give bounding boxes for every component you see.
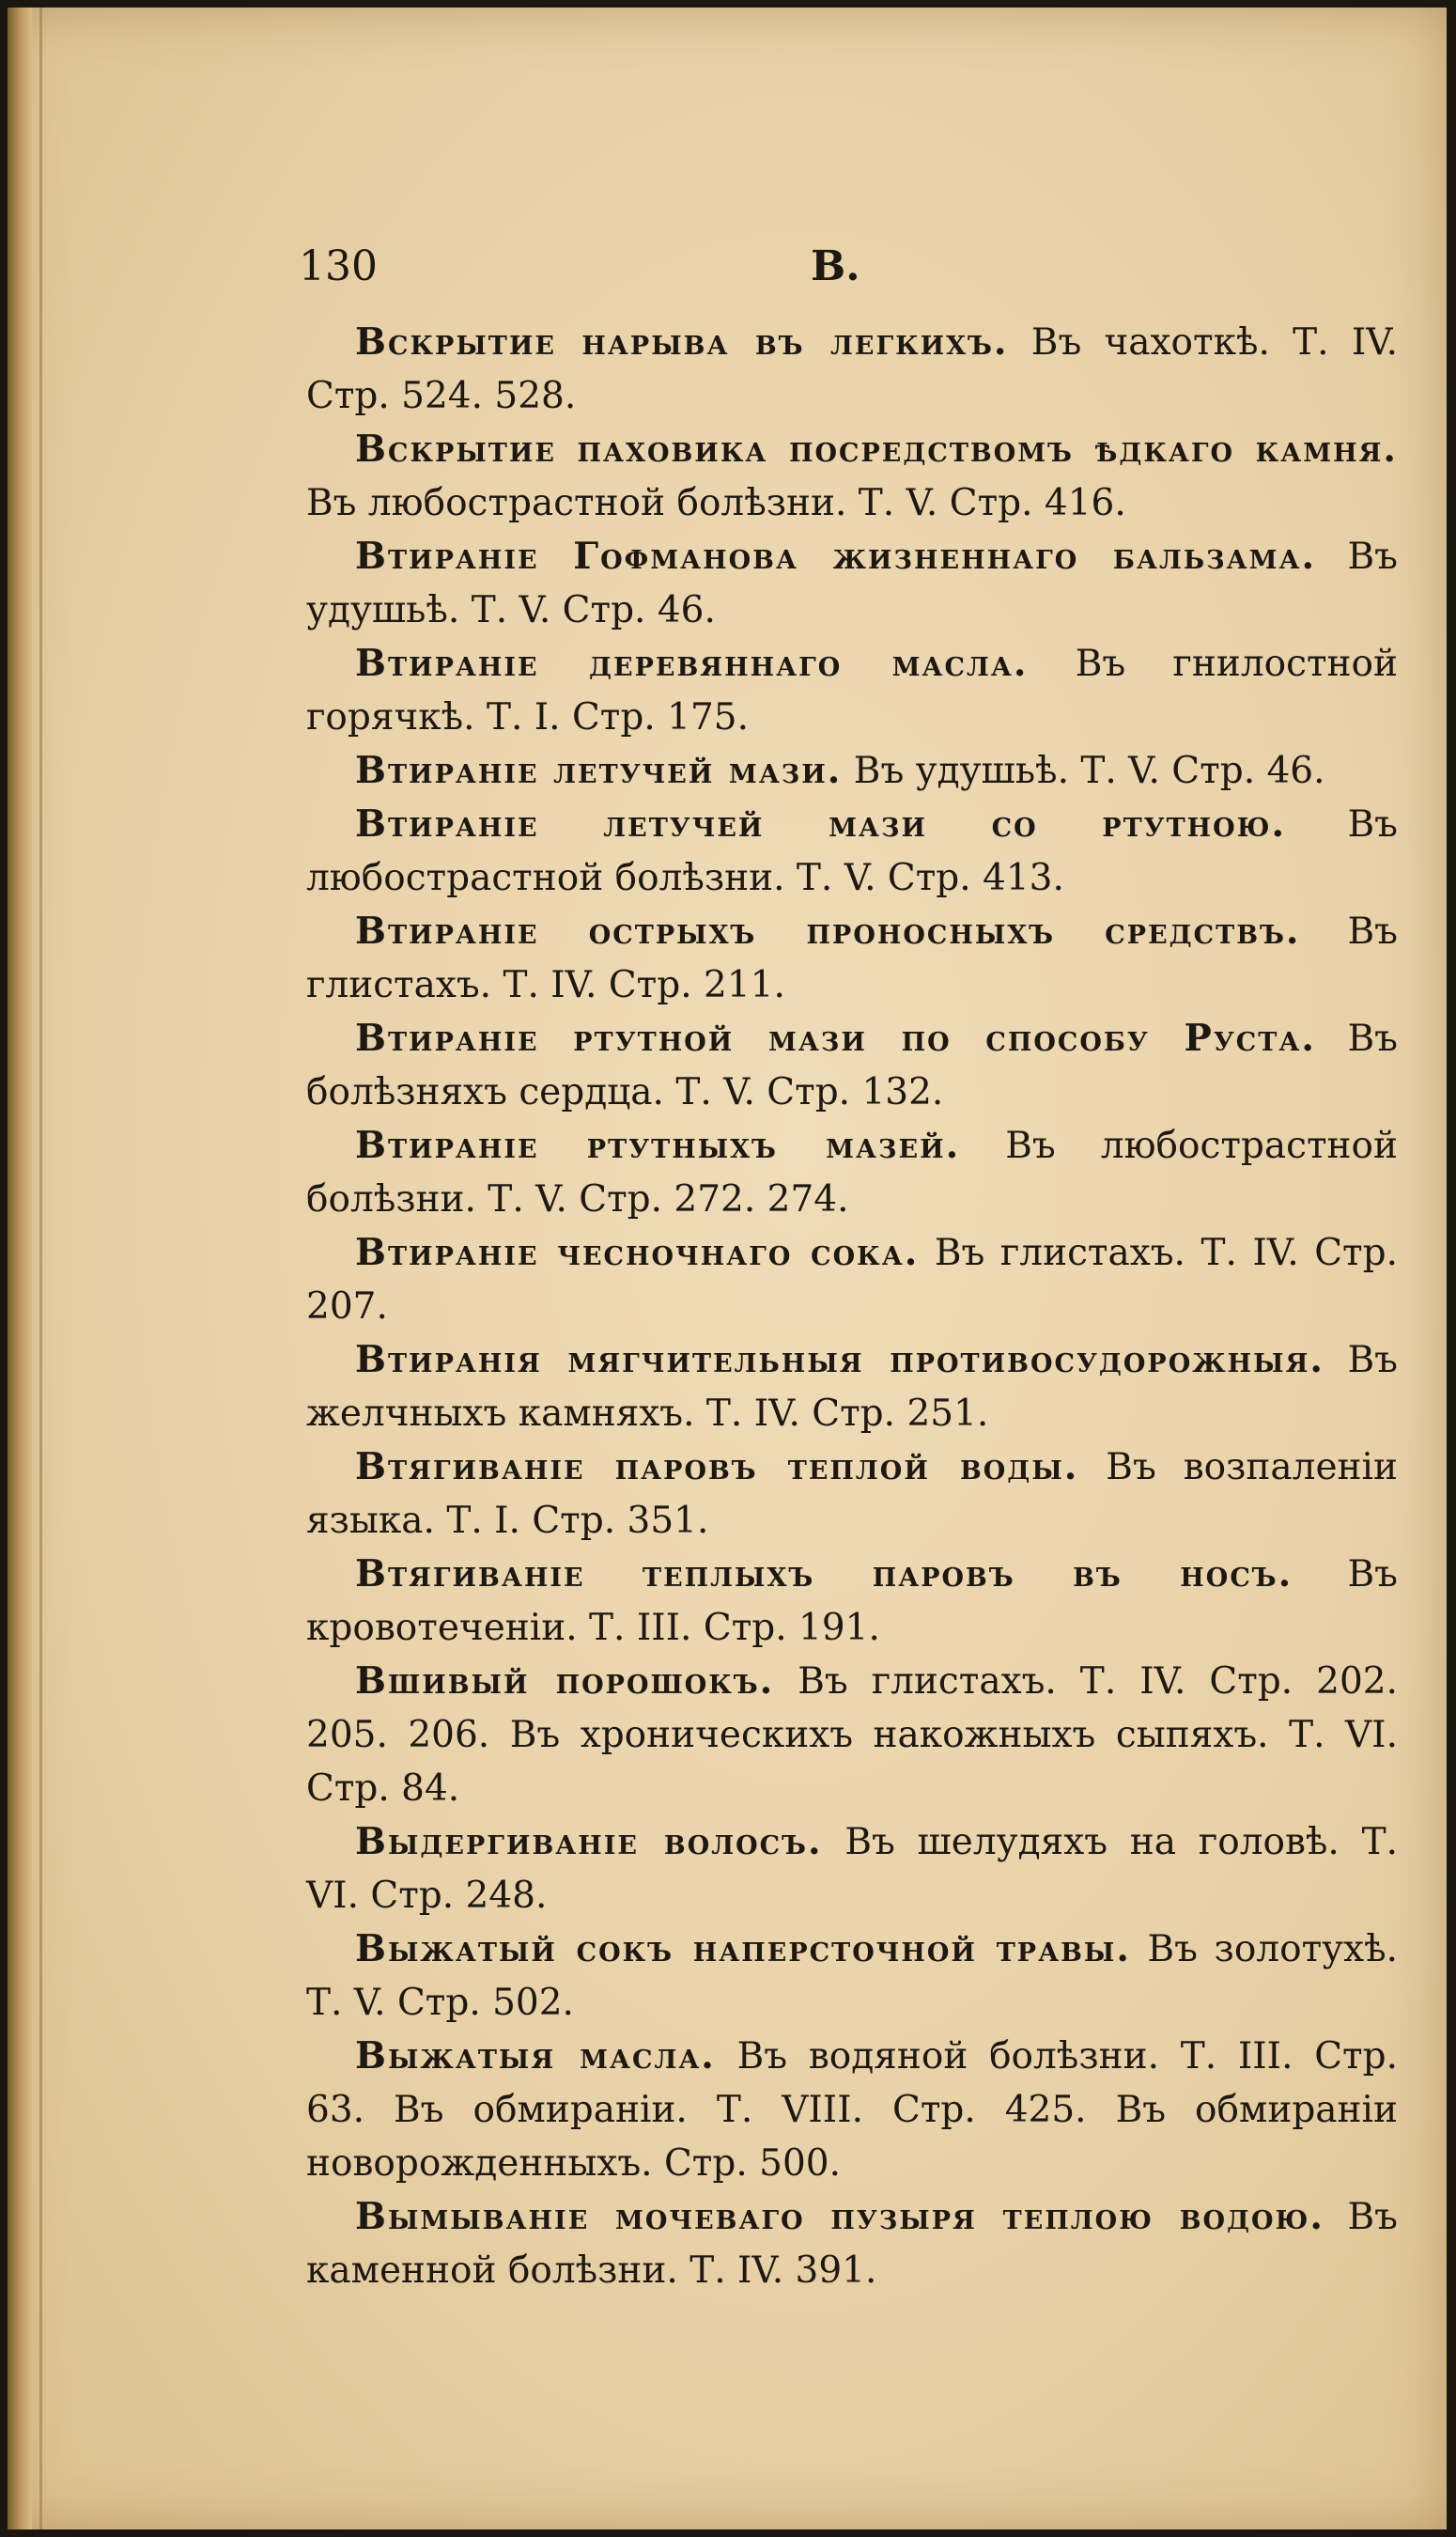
entry-headword: Втираніе ртутной мази по способу Руста. <box>355 1017 1316 1060</box>
book-spine-edge <box>8 8 32 2529</box>
entry-headword: Втираніе летучей мази со ртутною. <box>355 802 1287 846</box>
index-entry <box>306 1922 1398 2030</box>
entry-reference: Въ шелудяхъ на головѣ. Т. VI. Стр. 248. <box>306 1821 1398 1917</box>
index-entry <box>306 1226 1398 1333</box>
index-entry <box>306 316 1398 423</box>
entry-reference: Въ любострастной болѣзни. Т. V. Стр. 416. <box>306 482 1126 524</box>
entry-headword: Вскрытие нарыва въ легкихъ. <box>355 320 1009 364</box>
entry-reference: Въ болѣзняхъ сердца. Т. V. Стр. 132. <box>306 1018 1398 1113</box>
entry-headword: Втираніе деревяннаго масла. <box>355 642 1029 685</box>
entry-reference: Въ желчныхъ камняхъ. Т. IV. Стр. 251. <box>306 1339 1398 1435</box>
section-letter: В. <box>811 242 860 290</box>
entry-headword: Втиранія мягчительныя противосудорожныя. <box>355 1338 1325 1381</box>
index-entry <box>306 637 1398 744</box>
entry-headword: Втягиваніе теплыхъ паровъ въ носъ. <box>355 1552 1293 1595</box>
entry-reference: Въ гнилостной горячкѣ. Т. I. Стр. 175. <box>306 643 1398 739</box>
book-page <box>8 8 1447 2529</box>
index-entry <box>306 1655 1398 1815</box>
index-entry <box>306 1815 1398 1922</box>
entry-reference: Въ любострастной болѣзни. Т. V. Стр. 413. <box>306 803 1398 899</box>
entry-headword: Выжатый сокъ наперсточной травы. <box>355 1927 1131 1970</box>
entry-reference: Въ чахоткѣ. Т. IV. Стр. 524. 528. <box>306 321 1398 417</box>
entry-headword: Вскрытие паховика посредствомъ ѣдкаго камня. <box>355 428 1398 471</box>
index-entry <box>306 423 1398 530</box>
index-entry <box>306 2190 1398 2297</box>
entry-reference: Въ удушьѣ. Т. V. Стр. 46. <box>853 750 1325 792</box>
index-entry <box>306 798 1398 905</box>
index-entry <box>306 1440 1398 1548</box>
index-entry <box>306 1119 1398 1226</box>
entry-headword: Втираніе летучей мази. <box>355 749 843 792</box>
index-entry <box>306 905 1398 1012</box>
index-entry <box>306 2030 1398 2190</box>
index-entry <box>306 1333 1398 1440</box>
index-entry <box>306 530 1398 637</box>
index-entry <box>306 744 1398 798</box>
entry-headword: Выжатыя масла. <box>355 2034 716 2078</box>
entry-headword: Вшивый порошокъ. <box>355 1659 775 1703</box>
entry-reference: Въ глистахъ. Т. IV. Стр. 211. <box>306 911 1398 1006</box>
entry-headword: Втягиваніе паровъ теплой воды. <box>355 1445 1079 1488</box>
entry-reference: Въ возпаленіи языка. Т. I. Стр. 351. <box>306 1446 1398 1542</box>
entry-reference: Въ кровотеченіи. Т. III. Стр. 191. <box>306 1553 1398 1649</box>
index-entry <box>306 1012 1398 1119</box>
running-head <box>299 242 1379 308</box>
entry-reference: Въ золотухѣ. Т. V. Стр. 502. <box>306 1928 1398 2024</box>
entry-headword: Втираніе острыхъ проносныхъ средствъ. <box>355 910 1301 953</box>
entry-reference: Въ каменной болѣзни. Т. IV. 391. <box>306 2196 1398 2292</box>
entry-headword: Втираніе чесночнаго сока. <box>355 1231 920 1274</box>
index-entries <box>306 316 1398 2297</box>
page-number: 130 <box>299 242 378 290</box>
entry-headword: Втираніе ртутныхъ мазей. <box>355 1124 961 1167</box>
index-entry <box>306 1548 1398 1655</box>
page-gutter-line <box>39 8 42 2529</box>
entry-reference: Въ удушьѣ. Т. V. Стр. 46. <box>306 536 1398 631</box>
entry-reference: Въ любострастной болѣзни. Т. V. Стр. 272. 274. <box>306 1125 1398 1221</box>
entry-headword: Выдергиваніе волосъ. <box>355 1820 823 1863</box>
entry-reference: Въ глистахъ. Т. IV. Стр. 202. 205. 206. Въ хроническихъ накожныхъ сыпяхъ. Т. VI. Стр. 84. <box>306 1660 1398 1810</box>
entry-reference: Въ водяной болѣзни. Т. III. Стр. 63. Въ обмираніи. Т. VIII. Стр. 425. Въ обмираніи новорожденныхъ. Стр. 500. <box>306 2035 1398 2185</box>
entry-headword: Вымываніе мочеваго пузыря теплою водою. <box>355 2195 1324 2238</box>
entry-reference: Въ глистахъ. Т. IV. Стр. 207. <box>306 1232 1398 1328</box>
entry-headword: Втираніе Гофманова жизненнаго бальзама. <box>355 535 1317 578</box>
